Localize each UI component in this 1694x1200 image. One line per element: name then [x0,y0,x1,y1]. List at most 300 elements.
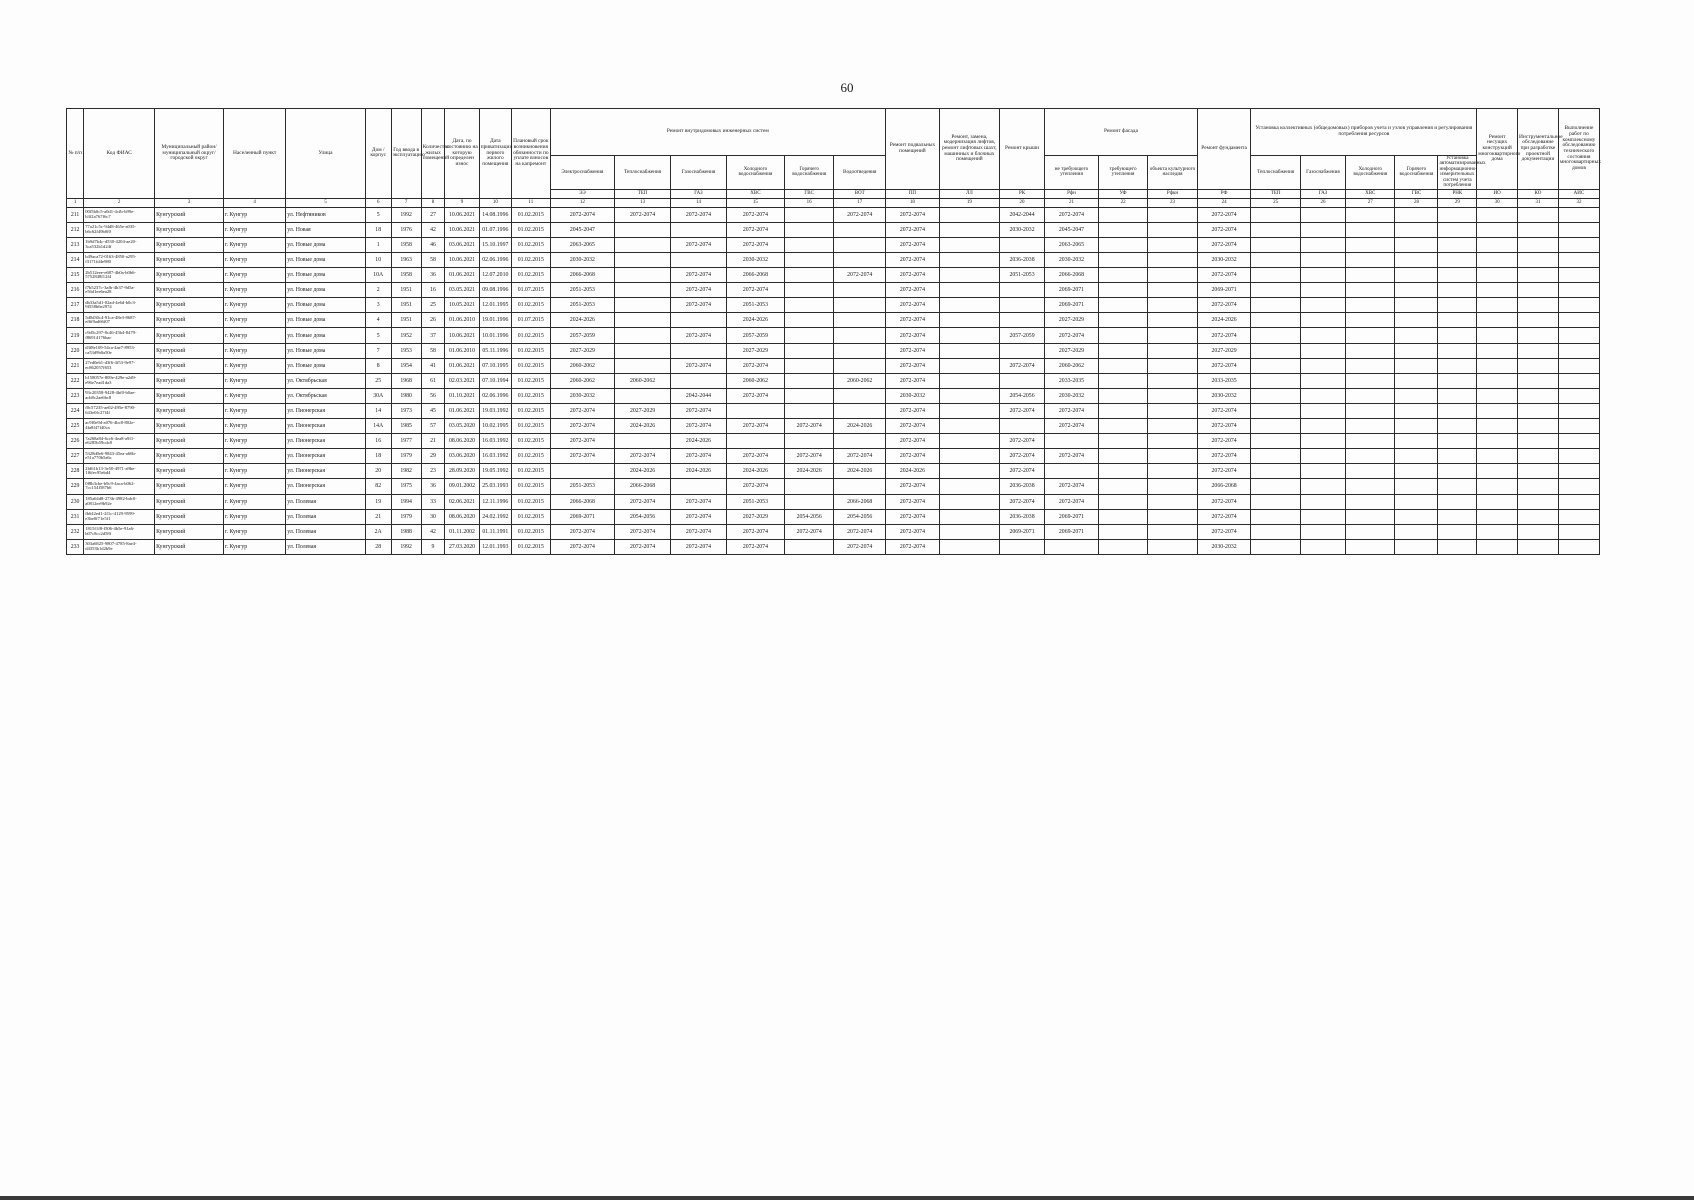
table-row [67,449,1600,464]
table-cell: ул. Пионерская [286,434,366,449]
table-cell: 16 [421,283,445,298]
table-cell: 8 [365,358,391,373]
table-cell [1518,434,1559,449]
table-cell: 2069-2071 [1045,524,1099,539]
table-cell: 1992 [391,539,421,554]
table-cell: 19 [365,494,391,509]
table-cell: 2072-2074 [671,268,727,283]
table-cell [939,313,999,328]
table-cell: 2024-2026 [1197,313,1251,328]
table-cell: 2072-2074 [1197,509,1251,524]
table-cell [1477,328,1518,343]
table-cell: 1953 [391,343,421,358]
column-number: 24 [1197,198,1251,207]
table-cell [1558,298,1599,313]
table-cell [1518,253,1559,268]
column-code: ГВС [1395,189,1438,198]
table-cell: 2072-2074 [1197,464,1251,479]
table-cell: 2066-2068 [550,268,614,283]
column-number: 18 [886,198,940,207]
table-cell: 01.06.2021 [445,268,479,283]
table-cell [1300,479,1345,494]
table-cell [615,358,671,373]
table-cell: 01.06.2010 [445,313,479,328]
table-cell [1477,388,1518,403]
table-cell [1148,358,1197,373]
scan-edge [0,1196,1694,1200]
table-cell: 01.02.2015 [511,509,550,524]
table-cell [1395,494,1438,509]
table-cell [939,419,999,434]
table-cell [1346,253,1395,268]
table-cell: г. Кунгур [223,434,285,449]
table-cell [1251,539,1300,554]
table-cell [1346,479,1395,494]
table-cell [784,343,833,358]
table-cell: 1979 [391,509,421,524]
table-cell [1518,388,1559,403]
table-cell [1395,388,1438,403]
table-cell: 2072-2074 [671,358,727,373]
table-cell: г. Кунгур [223,328,285,343]
column-code: ИО [1477,189,1518,198]
column-number: 19 [939,198,999,207]
table-cell: 2072-2074 [671,403,727,418]
table-cell: 2072-2074 [1045,479,1099,494]
column-code: Рфкн [1148,189,1197,198]
table-cell [1558,403,1599,418]
data-table [66,108,1600,555]
table-cell [1477,283,1518,298]
table-cell: 1988 [391,524,421,539]
table-cell: 2072-2074 [671,298,727,313]
table-cell: ул. Октябрьская [286,388,366,403]
table-cell: 216 [67,283,84,298]
table-cell: 2057-2059 [550,328,614,343]
table-cell [999,373,1044,388]
table-cell [1251,253,1300,268]
table-cell: г. Кунгур [223,313,285,328]
table-cell: 2030-2032 [1045,388,1099,403]
table-cell [834,343,886,358]
table-cell: 01.02.2015 [511,298,550,313]
table-cell: 12.07.2010 [479,268,511,283]
table-cell: f0c57235-ae02-495e-8790-643e0fc27f4f [84,403,155,418]
table-cell: 03.05.2021 [445,283,479,298]
table-cell: 2072-2074 [886,449,940,464]
table-cell [1438,283,1477,298]
table-cell: 230 [67,494,84,509]
table-cell [1395,358,1438,373]
table-cell [1518,222,1559,237]
table-cell: г. Кунгур [223,388,285,403]
table-cell: 225 [67,419,84,434]
table-cell: 2027-2029 [615,403,671,418]
table-cell: 2030-2032 [1197,388,1251,403]
table-cell: 2072-2074 [886,222,940,237]
column-number: 29 [1438,198,1477,207]
table-cell [1558,222,1599,237]
table-cell: ac9f0e9d-a076-4bc8-802e-4fa8f47f40ca [84,419,155,434]
table-cell [1098,298,1147,313]
table-cell [1148,343,1197,358]
table-cell [1300,253,1345,268]
column-code: ЭЭ [550,189,614,198]
table-cell: 07.10.1995 [479,358,511,373]
table-cell: 1979 [391,449,421,464]
table-cell: ул. Новая [286,222,366,237]
table-cell [1477,358,1518,373]
table-cell [939,434,999,449]
table-cell: 10.06.2021 [445,253,479,268]
table-cell: 2072-2074 [726,449,784,464]
table-cell: 2072-2074 [886,253,940,268]
table-cell: 41 [421,358,445,373]
table-cell [939,524,999,539]
table-cell: 2072-2074 [1045,419,1099,434]
column-number: 17 [834,198,886,207]
col-header-works: Выполнение работ по комплексному обследованию технического состояния многоквартирных домов [1558,109,1599,190]
table-cell [999,298,1044,313]
table-cell: Кунгурский [155,207,224,222]
table-row [67,253,1600,268]
table-cell: Кунгурский [155,479,224,494]
table-cell: 0f8b3cbe-b9c9-4aca-b062-7cc154f587b6 [84,479,155,494]
table-cell: 16.03.1992 [479,449,511,464]
table-cell [1148,524,1197,539]
table-cell [834,479,886,494]
table-cell: ул. Новые дома [286,237,366,252]
table-cell: ул. Полевая [286,509,366,524]
table-cell: 2024-2026 [550,313,614,328]
column-code: ЛЛ [939,189,999,198]
table-cell [1477,298,1518,313]
table-cell: 14.08.1996 [479,207,511,222]
table-cell: 03.06.2020 [445,449,479,464]
column-number: 7 [391,198,421,207]
table-cell [1098,524,1147,539]
table-cell [671,479,727,494]
table-cell: 1980 [391,388,421,403]
table-cell: 01.02.2015 [511,268,550,283]
table-cell [1098,313,1147,328]
table-cell: 7 [365,343,391,358]
table-cell [1518,358,1559,373]
table-cell [1346,539,1395,554]
table-cell: 2063-2065 [1045,237,1099,252]
table-cell [1558,268,1599,283]
table-cell: 61 [421,373,445,388]
table-cell: Кунгурский [155,313,224,328]
table-cell: 2024-2026 [886,464,940,479]
table-cell [939,388,999,403]
table-cell [1346,449,1395,464]
col-header-house: Дом / корпус [365,109,391,199]
table-cell [1148,253,1197,268]
table-cell [1438,237,1477,252]
table-cell [671,373,727,388]
table-cell [1251,358,1300,373]
column-number: 14 [671,198,727,207]
table-cell: Кунгурский [155,524,224,539]
table-cell: 2057-2059 [726,328,784,343]
col-header-fias: Код ФИАС [84,109,155,199]
table-cell [1098,222,1147,237]
table-cell [1300,237,1345,252]
table-cell [1477,494,1518,509]
table-cell [1098,539,1147,554]
table-cell [1518,298,1559,313]
table-cell [939,464,999,479]
table-cell [1477,403,1518,418]
table-cell [1438,464,1477,479]
table-cell: 2030-2032 [1045,253,1099,268]
col-header-foundation: Ремонт фундамента [1197,109,1251,190]
column-number: 1 [67,198,84,207]
table-cell: 227 [67,449,84,464]
table-cell: 10.06.2021 [445,222,479,237]
table-cell: г. Кунгур [223,298,285,313]
table-cell [1300,373,1345,388]
table-cell [671,222,727,237]
table-cell [1395,403,1438,418]
table-cell: 01.06.2021 [445,358,479,373]
table-cell [1477,313,1518,328]
table-cell: 01.02.2015 [511,539,550,554]
table-cell [1251,207,1300,222]
table-cell: 21 [365,509,391,524]
table-cell: ул. Новые дома [286,313,366,328]
table-cell: 2072-2074 [1197,237,1251,252]
table-cell [784,358,833,373]
table-cell: 2072-2074 [726,237,784,252]
table-cell [784,479,833,494]
table-cell: ул. Новые дома [286,298,366,313]
table-cell: 01.02.2015 [511,434,550,449]
table-cell: b49aca72-0163-4850-a295-f3171fd4e980 [84,253,155,268]
table-cell [1438,298,1477,313]
table-cell [939,222,999,237]
table-cell: 2072-2074 [726,358,784,373]
table-cell [1300,449,1345,464]
table-cell: 46 [421,237,445,252]
table-cell [1558,343,1599,358]
table-cell [1395,539,1438,554]
table-cell: 02.03.2021 [445,373,479,388]
table-cell: г. Кунгур [223,509,285,524]
table-cell: 08.06.2020 [445,434,479,449]
table-cell [1148,494,1197,509]
table-cell: 2072-2074 [834,207,886,222]
table-cell [726,434,784,449]
table-cell: 1958 [391,268,421,283]
table-cell [1148,328,1197,343]
table-cell [1518,464,1559,479]
table-cell [939,449,999,464]
table-cell: ул. Новые дома [286,358,366,373]
column-code: УФ [1098,189,1147,198]
table-cell [1438,524,1477,539]
table-cell [1477,539,1518,554]
table-cell: 2072-2074 [886,509,940,524]
table-cell [1558,388,1599,403]
table-cell: 57 [421,419,445,434]
table-cell: 2072-2074 [615,494,671,509]
table-row [67,539,1600,554]
table-cell [1098,509,1147,524]
table-cell: 1992 [391,207,421,222]
table-cell [1300,313,1345,328]
table-cell: 2072-2074 [671,509,727,524]
col-header-planned: Плановый срок возникновения обязанности по уплате взносов на капремонт [511,109,550,199]
table-cell: 2072-2074 [1197,419,1251,434]
table-cell: 2072-2074 [726,388,784,403]
table-cell: 1994 [391,494,421,509]
table-cell: 3 [365,298,391,313]
capital-repair-table [66,108,1600,555]
column-number: 13 [615,198,671,207]
table-cell: ул. Полевая [286,539,366,554]
table-cell: ул. Пионерская [286,419,366,434]
table-cell [1518,509,1559,524]
table-cell [1558,494,1599,509]
table-cell [1346,268,1395,283]
table-cell: г. Кунгур [223,343,285,358]
table-cell: 5 [365,207,391,222]
table-cell: 09.01.2002 [445,479,479,494]
table-cell [999,283,1044,298]
table-cell [939,343,999,358]
table-cell [1518,479,1559,494]
column-number: 31 [1518,198,1559,207]
table-cell: 27.03.2020 [445,539,479,554]
table-cell: 2072-2074 [726,283,784,298]
table-cell [1300,283,1345,298]
table-cell: 2072-2074 [886,343,940,358]
table-cell: 2072-2074 [550,403,614,418]
table-cell: 58 [421,343,445,358]
table-cell: 37 [421,328,445,343]
table-cell: г. Кунгур [223,253,285,268]
table-cell: 2030-2032 [726,253,784,268]
col-header-survey: Ремонт несущих конструкций многоквартирного дома [1477,109,1518,190]
table-cell: db33a5d1-02ad-4e6d-b0c3-9f558b6e2974 [84,298,155,313]
table-cell [1098,343,1147,358]
table-cell [1148,313,1197,328]
table-cell: 93c20358-9428-4bf0-b0ae-acb8c2ae6bc8 [84,388,155,403]
table-cell: 2072-2074 [1197,494,1251,509]
table-cell: 2072-2074 [1197,524,1251,539]
table-cell: Кунгурский [155,419,224,434]
table-cell: 10А [365,268,391,283]
table-row [67,419,1600,434]
table-cell: 2072-2074 [1197,434,1251,449]
table-cell: 2036-2038 [999,479,1044,494]
column-number: 23 [1148,198,1197,207]
column-code: КО [1518,189,1559,198]
table-cell [1300,268,1345,283]
table-cell [1098,419,1147,434]
table-cell: 1968 [391,373,421,388]
table-cell: 1815f1f8-f506-4b5e-91a6-b07c8cc2d58f [84,524,155,539]
table-cell: 2072-2074 [886,524,940,539]
table-cell: 2054-2056 [615,509,671,524]
table-cell [1148,449,1197,464]
table-cell [784,403,833,418]
table-cell [834,253,886,268]
table-cell [1300,343,1345,358]
column-code: ВОТ [834,189,886,198]
table-cell [1558,373,1599,388]
table-cell: 01.02.2015 [511,237,550,252]
table-cell: 01.11.1991 [479,524,511,539]
table-cell: 2051-2053 [999,268,1044,283]
column-number: 5 [286,198,366,207]
table-cell: 33 [421,494,445,509]
table-cell [1518,524,1559,539]
table-cell: 15.10.1997 [479,237,511,252]
table-cell: 1982 [391,464,421,479]
table-cell [999,343,1044,358]
table-cell [1395,298,1438,313]
table-cell [1251,509,1300,524]
table-cell [1438,419,1477,434]
table-cell: ул. Новые дома [286,343,366,358]
table-cell: 2 [365,283,391,298]
table-cell [834,298,886,313]
table-cell: 2072-2074 [726,419,784,434]
table-cell [939,328,999,343]
column-number: 8 [421,198,445,207]
table-cell: 1951 [391,313,421,328]
table-cell: 2072-2074 [999,464,1044,479]
col-header-m-heat: Теплоснабжения [1251,156,1300,190]
table-cell: 2042-2044 [671,388,727,403]
table-cell: 2072-2074 [834,449,886,464]
table-cell: 42 [421,222,445,237]
table-cell: d3f8e109-54ca-4ae7-8953-ca53d9b0a50e [84,343,155,358]
table-cell: 213 [67,237,84,252]
table-cell: 27ed0eb1-d3f6-4f53-9e97-ec862057f653 [84,358,155,373]
table-cell [1346,403,1395,418]
table-cell: Кунгурский [155,449,224,464]
table-cell [1558,207,1599,222]
table-row [67,298,1600,313]
table-cell [1395,509,1438,524]
table-cell [1098,479,1147,494]
table-cell: 2072-2074 [615,449,671,464]
table-cell: 2072-2074 [671,328,727,343]
table-cell [939,298,999,313]
table-cell: 2030-2032 [999,222,1044,237]
table-cell: 2072-2074 [671,449,727,464]
table-cell: 2072-2074 [1045,403,1099,418]
table-cell [784,253,833,268]
table-cell [1346,343,1395,358]
table-cell: г. Кунгур [223,494,285,509]
table-cell: г. Кунгур [223,479,285,494]
table-cell [1251,449,1300,464]
table-cell: 02.06.2021 [445,494,479,509]
table-cell [1148,222,1197,237]
table-cell: 2027-2029 [1045,343,1099,358]
table-cell [1148,464,1197,479]
column-number: 12 [550,198,614,207]
table-cell [615,298,671,313]
table-cell: г. Кунгур [223,419,285,434]
table-row [67,403,1600,418]
table-cell: 28 [365,539,391,554]
